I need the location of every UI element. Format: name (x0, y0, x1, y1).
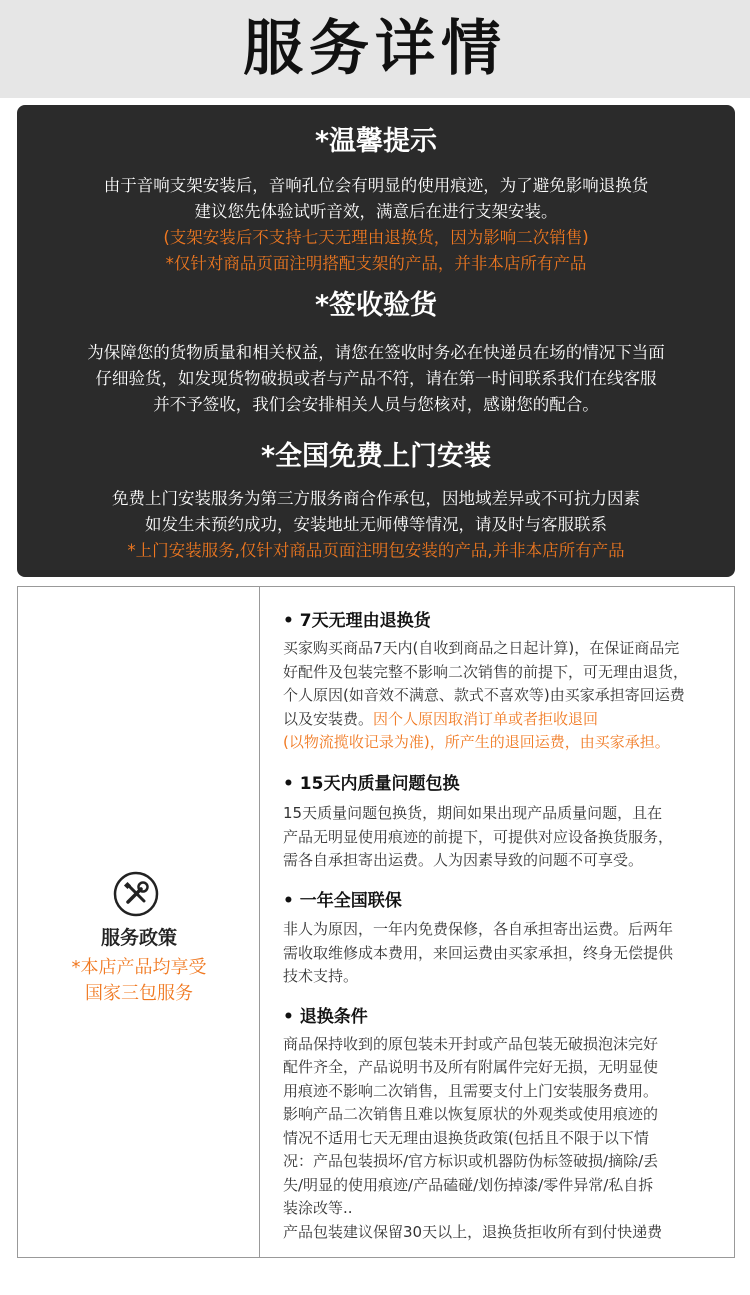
section-line-highlight: (以物流揽收记录为准)，所产生的退回运费，由买家承担。 (283, 733, 670, 751)
tips-title: *温馨提示 (314, 126, 438, 157)
section-line: 产品包装建议保留30天以上，退换货拒收所有到付快递费 (283, 1223, 663, 1241)
install-line: 免费上门安装服务为第三方服务商合作承包，因地域差异或不可抗力因素 (112, 489, 640, 508)
install-title: *全国免费上门安装 (260, 441, 492, 472)
inspection-line: 为保障您的货物质量和相关权益，请您在签收时务必在快递员在场的情况下当面 (87, 343, 665, 362)
section-line: 失/明显的使用痕迹/产品磕碰/划伤掉漆/零件异常/私自拆 (283, 1176, 654, 1194)
section-line: 产品无明显使用痕迹的前提下，可提供对应设备换货服务， (283, 828, 674, 846)
section-title: • 15天内质量问题包换 (283, 774, 460, 794)
section-line: 况：产品包装损坏/官方标识或机器防伪标签破损/摘除/丢 (283, 1152, 659, 1170)
wrench-screwdriver-icon (113, 871, 159, 917)
page-title: 服务详情 (243, 14, 507, 84)
inspection-line: 并不予签收，我们会安排相关人员与您核对，感谢您的配合。 (153, 395, 599, 414)
tips-note: *仅针对商品页面注明搭配支架的产品，并非本店所有产品 (165, 254, 587, 273)
section-line (283, 708, 598, 732)
policy-content-cell (261, 587, 735, 1257)
section-line: 装涂改等.. (283, 1199, 353, 1217)
notice-panel (17, 105, 735, 577)
page-header (0, 0, 750, 98)
section-line: 影响产品二次销售且难以恢复原状的外观类或使用痕迹的 (283, 1105, 659, 1123)
policy-title: 服务政策 (100, 927, 177, 949)
section-line-prefix: 以及安装费。 (283, 710, 374, 728)
section-title: • 一年全国联保 (283, 891, 402, 911)
section-line: 非人为原因，一年内免费保修，各自承担寄出运费。后两年 (283, 920, 674, 938)
install-note: *上门安装服务,仅针对商品页面注明包安装的产品,并非本店所有产品 (127, 541, 625, 560)
section-line: 个人原因(如音效不满意、款式不喜欢等)由买家承担寄回运费 (283, 686, 685, 704)
section-line: 用痕迹不影响二次销售，且需要支付上门安装服务费用。 (283, 1082, 659, 1100)
tips-line: 建议您先体验试听音效，满意后在进行支架安装。 (194, 202, 558, 221)
policy-note: *本店产品均享受 (71, 957, 207, 978)
section-line: 技术支持。 (283, 967, 359, 985)
inspection-title: *签收验货 (314, 290, 438, 321)
section-line: 15天质量问题包换货，期间如果出现产品质量问题，且在 (283, 804, 663, 822)
policy-note: 国家三包服务 (85, 983, 193, 1004)
section-line: 商品保持收到的原包装未开封或产品包装无破损泡沫完好 (283, 1035, 659, 1053)
service-policy-table (17, 586, 735, 1258)
section-line: 配件齐全，产品说明书及所有附属件完好无损，无明显使 (283, 1058, 659, 1076)
section-title: • 退换条件 (283, 1007, 368, 1027)
section-line: 需各自承担寄出运费。人为因素导致的问题不可享受。 (283, 851, 644, 869)
section-line: 需收取维修成本费用，来回运费由买家承担，终身无偿提供 (283, 944, 674, 962)
inspection-line: 仔细验货，如发现货物破损或者与产品不符，请在第一时间联系我们在线客服 (95, 369, 657, 388)
section-line: 情况不适用七天无理由退换货政策(包括且不限于以下情 (283, 1129, 649, 1147)
install-line: 如发生未预约成功，安装地址无师傅等情况，请及时与客服联系 (145, 515, 607, 534)
section-line-highlight: 因个人原因取消订单或者拒收退回 (373, 710, 599, 728)
policy-label-cell (18, 587, 260, 1257)
section-line: 好配件及包装完整不影响二次销售的前提下，可无理由退货， (283, 663, 689, 681)
tips-note: (支架安装后不支持七天无理由退换货，因为影响二次销售) (163, 228, 589, 247)
section-title: • 7天无理由退换货 (283, 611, 431, 631)
tips-line: 由于音响支架安装后，音响孔位会有明显的使用痕迹，为了避免影响退换货 (103, 176, 649, 195)
section-line: 买家购买商品7天内(自收到商品之日起计算)，在保证商品完 (283, 639, 680, 657)
